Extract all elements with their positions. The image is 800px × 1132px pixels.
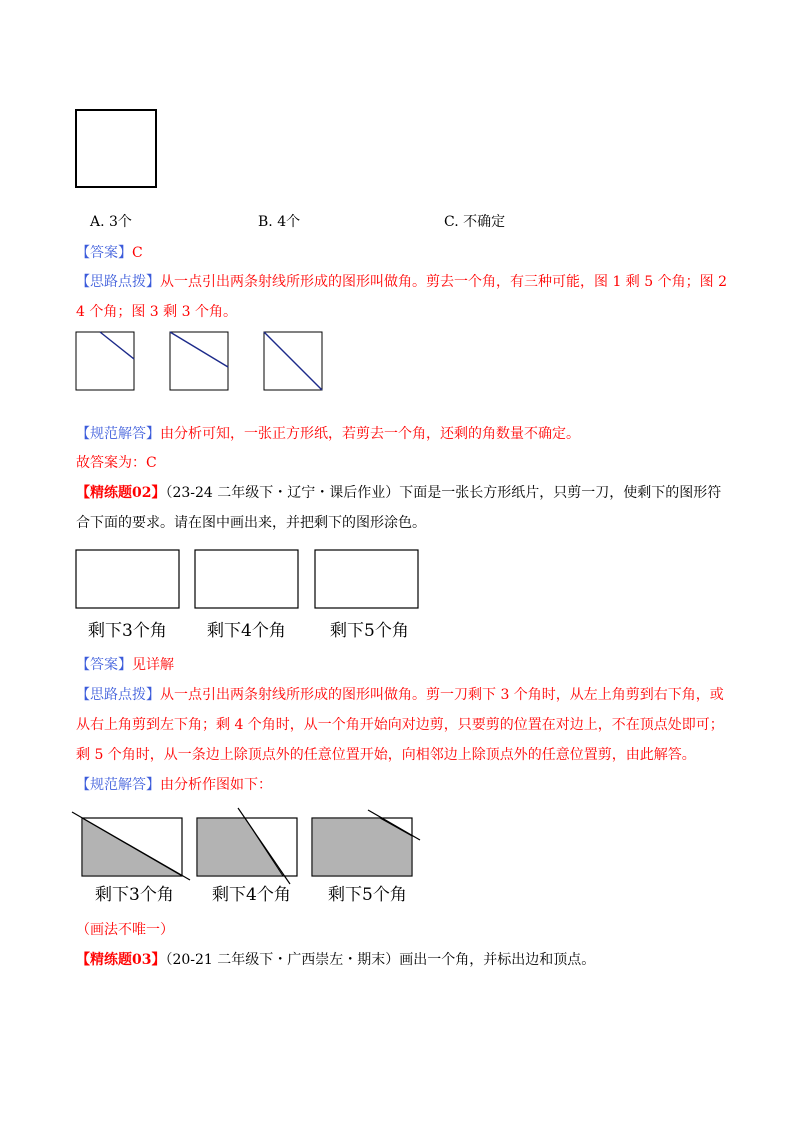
solved-3-angles [72, 812, 190, 880]
solved-4-angles [197, 808, 297, 884]
q2-tag: 【精练题02】 [76, 485, 166, 501]
q2-hint-line-3: 剩 5 个角时，从一条边上除顶点外的任意位置开始，向相邻边上除顶点外的任意位置剪，由此解答。 [76, 747, 696, 763]
q2-text-1: 下面是一张长方形纸片，只剪一刀，使剩下的图形符 [399, 485, 722, 501]
q2-line-2: 合下面的要求。请在图中画出来，并把剩下的图形涂色。 [76, 515, 426, 531]
q2-hint-line-2: 从右上角剪到左下角；剩 4 个角时，从一个角开始向对边剪，只要剪的位置在对边上，不在顶点处即可； [76, 717, 724, 733]
option-b: B. 4个 [258, 214, 301, 230]
q2-solution-text: 由分析作图如下： [160, 777, 272, 793]
drawing-note: （画法不唯一） [76, 922, 174, 938]
q2-hint-tag: 【思路点拨】 [76, 687, 160, 703]
hint-line-2: 4 个角；图 3 剩 3 个角。 [76, 304, 237, 320]
hint-tag: 【思路点拨】 [76, 274, 160, 290]
q2-hint-text-1: 从一点引出两条射线所形成的图形叫做角。剪一刀剩下 3 个角时，从左上角剪到右下角，或 [160, 687, 724, 703]
option-c: C. 不确定 [444, 214, 506, 230]
solved-5-angles [312, 810, 420, 876]
q2-source: （23-24 二年级下・辽宁・课后作业） [165, 485, 400, 501]
answer-value: C [132, 245, 143, 261]
option-a: A. 3个 [90, 214, 132, 230]
q3-tag: 【精练题03】 [76, 952, 166, 968]
solution-tag: 【规范解答】 [76, 426, 160, 442]
q3-text: 画出一个角，并标出边和顶点。 [399, 952, 596, 968]
caption-3-angles: 剩下3个角 [88, 621, 167, 641]
q3-line [76, 950, 595, 970]
caption-5-angles: 剩下5个角 [330, 621, 409, 641]
q2-answer-tag: 【答案】 [76, 657, 132, 673]
final-answer: 故答案为：C [76, 455, 157, 471]
caption-4-angles: 剩下4个角 [207, 621, 286, 641]
q2-answer-value: 见详解 [132, 657, 174, 673]
solved-caption-5: 剩下5个角 [328, 885, 407, 905]
solution-text: 由分析可知，一张正方形纸，若剪去一个角，还剩的角数量不确定。 [160, 426, 580, 442]
q3-source: （20-21 二年级下・广西崇左・期末） [165, 952, 400, 968]
solved-caption-3: 剩下3个角 [95, 885, 174, 905]
q2-solution-tag: 【规范解答】 [76, 777, 160, 793]
hint-text: 从一点引出两条射线所形成的图形叫做角。剪去一个角，有三种可能，图 1 剩 5 个角；图 2 [160, 274, 727, 290]
solved-caption-4: 剩下4个角 [212, 885, 291, 905]
answer-tag: 【答案】 [76, 245, 132, 261]
